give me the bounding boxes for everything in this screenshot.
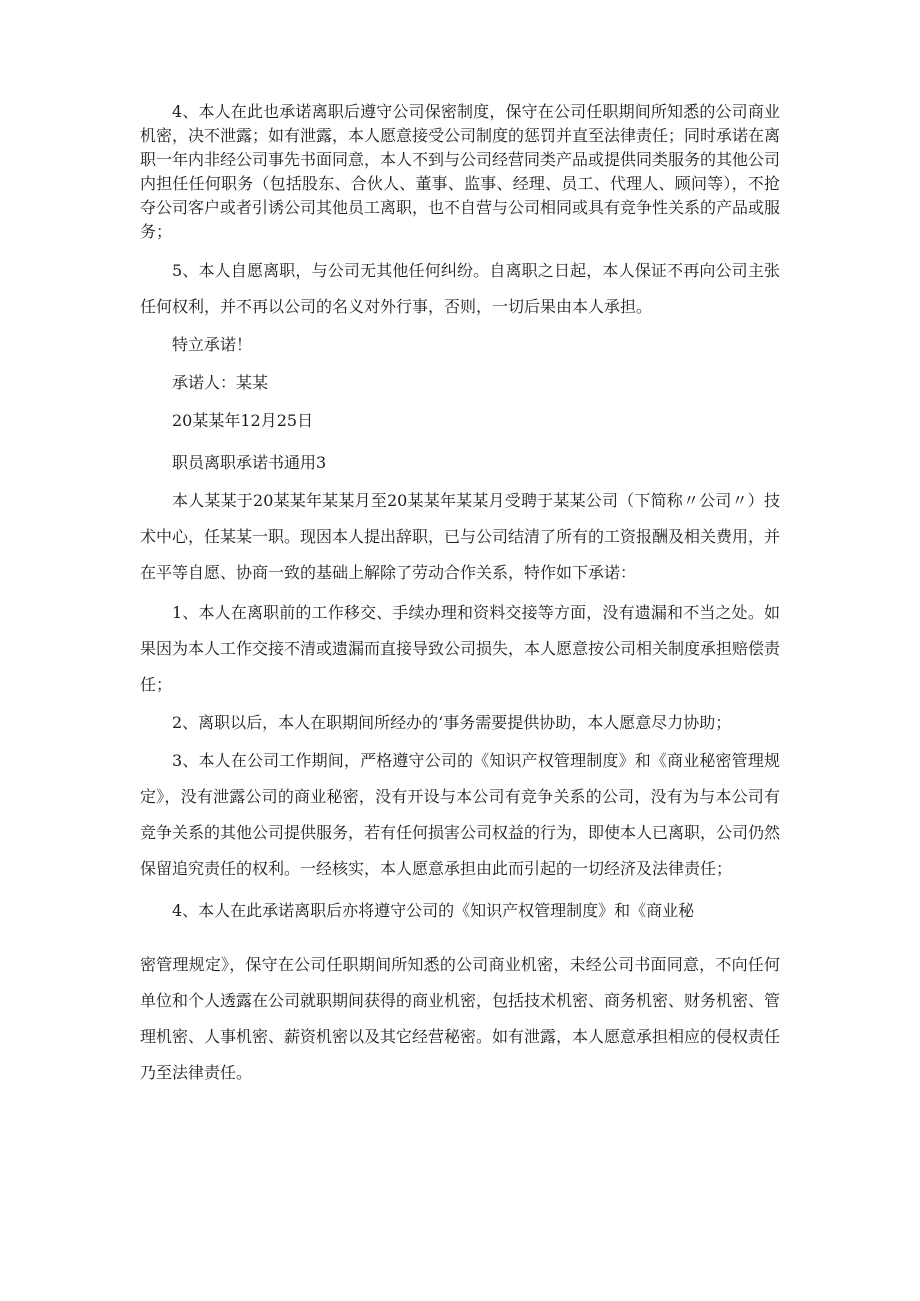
clause-4-confidentiality: 4、本人在此也承诺离职后遵守公司保密制度，保守在公司任职期间所知悉的公司商业机密，决不泄露；如有泄露，本人愿意接受公司制度的惩罚并直至法律责任；同时承诺在离职一年内非经公司事先书面同意，本人不到与公司经营同类产品或提供同类服务的其他公司内担任任何职务（包括股东、合伙人、董事、监事、经理、员工、代理人、顾问等），不抢夺公司客户或者引诱公司其他员工离职，也不自营与公司相同或具有竞争性关系的产品或服务； (140, 102, 781, 241)
clause-4-confidentiality-start: 4、本人在此承诺离职后亦将遵守公司的《知识产权管理制度》和《商业秘 (172, 901, 695, 920)
pledger-name: 承诺人：某某 (172, 373, 269, 392)
pledge-date: 20某某年12月25日 (172, 411, 314, 430)
clause-2-assistance: 2、离职以后，本人在职期间所经办的‘事务需要提供协助，本人愿意尽力协助； (172, 713, 732, 732)
solemn-pledge: 特立承诺！ (172, 335, 253, 354)
document-page (140, 100, 780, 1091)
clause-5-voluntary-resignation: 5、本人自愿离职，与公司无其他任何纠纷。自离职之日起，本人保证不再向公司主张任何权利，并不再以公司的名义对外行事，否则，一切后果由本人承担。 (140, 261, 780, 316)
section-title: 职员离职承诺书通用3 (172, 453, 327, 472)
clause-4-confidentiality-continued: 密管理规定》，保守在公司任职期间所知悉的公司商业机密，未经公司书面同意，不向任何单位和个人透露在公司就职期间获得的商业机密，包括技术机密、商务机密、财务机密、管理机密、人事机密、薪资机密以及其它经营秘密。如有泄露，本人愿意承担相应的侵权责任乃至法律责任。 (140, 955, 781, 1082)
intro-paragraph: 本人某某于20某某年某某月至20某某年某某月受聘于某某公司（下简称〃公司〃）技术中心，任某某一职。现因本人提出辞职，已与公司结清了所有的工资报酬及相关费用，并在平等自愿、协商一致的基础上解除了劳动合作关系，特作如下承诺： (140, 491, 781, 582)
clause-3-ip-compliance: 3、本人在公司工作期间，严格遵守公司的《知识产权管理制度》和《商业秘密管理规定》，没有泄露公司的商业秘密，没有开设与本公司有竞争关系的公司，没有为与本公司有竞争关系的其他公司提供服务，若有任何损害公司权益的行为，即使本人已离职，公司仍然保留追究责任的权利。一经核实，本人愿意承担由此而引起的一切经济及法律责任； (140, 751, 781, 878)
clause-1-handover: 1、本人在离职前的工作移交、手续办理和资料交接等方面，没有遗漏和不当之处。如果因为本人工作交接不清或遗漏而直接导致公司损失，本人愿意按公司相关制度承担赔偿责任； (140, 603, 781, 694)
